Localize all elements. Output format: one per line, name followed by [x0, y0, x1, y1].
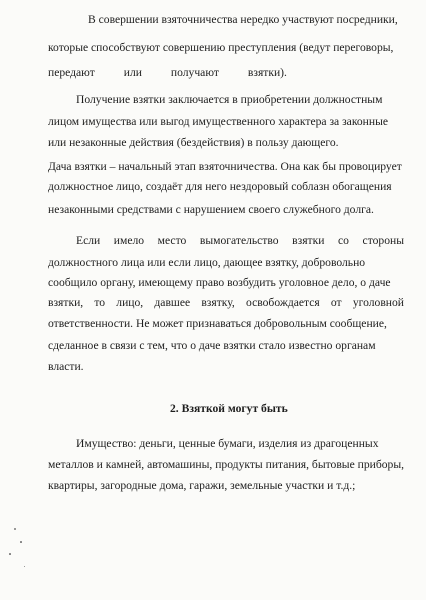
paragraph-4-line-7: власти. [48, 360, 84, 373]
paragraph-1-line-1: В совершении взяточничества нередко участвуют посредники, [88, 13, 398, 26]
paragraph-4-line-2: должностного лица или если лицо, дающее взятку, добровольно [48, 256, 366, 269]
paragraph-4-line-1: Если имело место вымогательство взятки со стороны [76, 234, 404, 247]
paragraph-2-line-3: или незаконные действия (бездействия) в пользу дающего. [48, 136, 339, 149]
scan-speck [9, 553, 11, 555]
paragraph-4-line-3: сообщило органу, имеющему право возбудить уголовное дело, о даче [48, 276, 391, 289]
paragraph-5-line-2: металлов и камней, автомашины, продукты питания, бытовые приборы, [48, 458, 405, 471]
paragraph-4-line-5: ответственности. Не может признаваться добровольным сообщение, [48, 317, 387, 330]
paragraph-1-line-3: передают или получают взятки). [48, 66, 287, 79]
scan-speck [20, 541, 22, 543]
paragraph-3-line-1: Дача взятки – начальный этап взяточничества. Она как бы провоцирует [48, 160, 402, 173]
paragraph-3-line-2: должностное лицо, создаёт для него нездоровый соблазн обогащения [48, 180, 392, 193]
scan-speck [14, 528, 16, 530]
paragraph-2-line-2: лицом имущества или выгод имущественного характера за законные [48, 115, 388, 128]
paragraph-1-line-2: которые способствуют совершению преступления (ведут переговоры, [48, 41, 394, 54]
paragraph-4-line-4: взятки, то лицо, давшее взятку, освобождается от уголовной [48, 296, 404, 309]
paragraph-2-line-1: Получение взятки заключается в приобретении должностным [76, 93, 383, 106]
paragraph-4-line-6: сделанное в связи с тем, что о даче взятки стало известно органам [48, 339, 376, 352]
paragraph-3-line-3: незаконными средствами с нарушением своего служебного долга. [48, 203, 374, 216]
paragraph-5-line-1: Имущество: деньги, ценные бумаги, изделия из драгоценных [76, 437, 379, 450]
scan-speck [24, 566, 25, 567]
section-heading: 2. Взяткой могут быть [170, 402, 288, 415]
paragraph-5-line-3: квартиры, загородные дома, гаражи, земельные участки и т.д.; [48, 479, 356, 492]
